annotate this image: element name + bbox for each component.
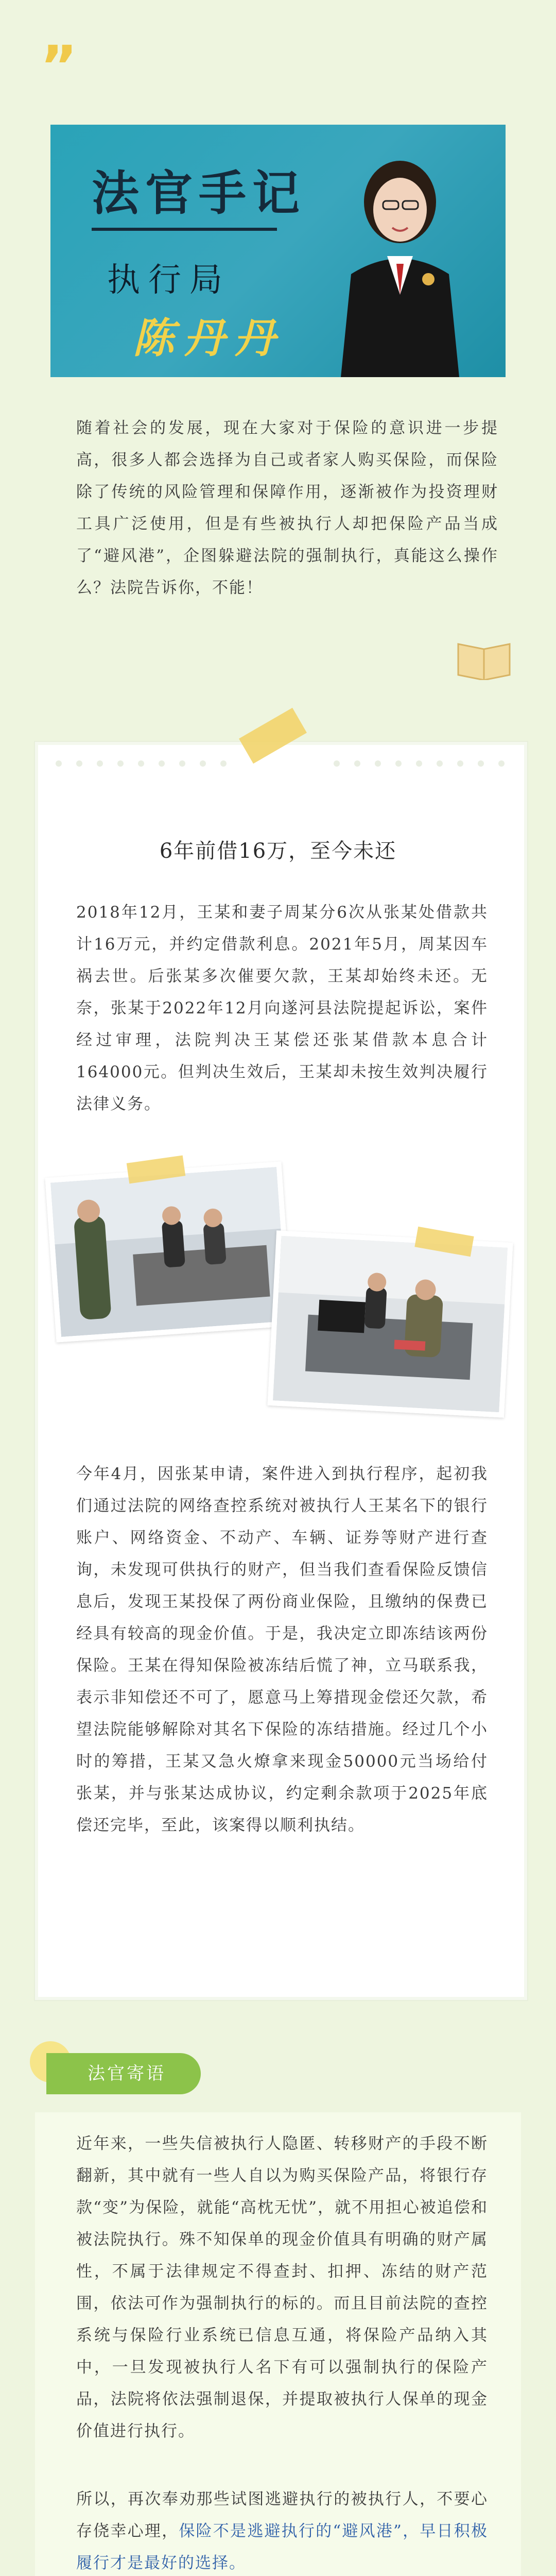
book-icon xyxy=(453,634,515,680)
quote-mark-icon: ” xyxy=(40,33,78,99)
header-banner xyxy=(50,125,506,377)
banner-title: 法官手记 xyxy=(92,166,306,221)
cash-handover-image xyxy=(273,1236,508,1413)
banner-dept: 执行局 xyxy=(107,261,231,299)
case-paragraph-2: 今年4月，因张某申请，案件进入到执行程序，起初我们通过法院的网络查控系统对被执行人王某名下的银行账户、网络资金、不动产、车辆、证券等财产进行查询，未发现可供执行的财产，但当我们查看保险反馈信息后，发现王某投保了两份商业保险，且缴纳的保费已经具有较高的现金价值。于是，我决定立即冻结该两份保险。王某在得知保险被冻结后慌了神，立马联系我，表示非知偿还不可了，愿意马上筹措现金偿还欠款，希望法院能够解除对其名下保险的冻结措施。经过几个小时的筹措，王某又急火燎拿来现金50000元当场给付张某，并与张某达成协议，约定剩余款项于2025年底偿还完毕，至此，该案得以顺利执结。 xyxy=(76,1465,488,1835)
intro-paragraph: 随着社会的发展，现在大家对于保险的意识进一步提高，很多人都会选择为自己或者家人购买保险，而保险除了传统的风险管理和保障作用，逐渐被作为投资理财工具广泛使用，但是有些被执行人却把保险产品当成了“避风港”，企图躲避法院的强制执行，真能这么操作么？法院告诉你，不能！ xyxy=(76,419,498,597)
judge-note-paragraph-2-text: 所以，再次奉劝那些试图逃避执行的被执行人，不要心存侥幸心理， xyxy=(76,2490,488,2540)
dot-pattern-decoration xyxy=(48,753,512,774)
judge-note-paragraph-1: 近年来，一些失信被执行人隐匿、转移财产的手段不断翻新，其中就有一些人自以为购买保险产品，将银行存款“变”为保险，就能“高枕无忧”，就不用担心被追偿和被法院执行。殊不知保单的现金价值具有明确的财产属性，不属于法律规定不得查封、扣押、冻结的财产范围，依法可作为强制执行的标的。而且目前法院的查控系统与保险行业系统已信息互通，将保险产品纳入其中，一旦发现被执行人名下有可以强制执行的保险产品，法院将依法强制退保，并提取被执行人保单的现金价值进行执行。 xyxy=(76,2134,488,2441)
office-scene-image xyxy=(50,1167,287,1337)
case-title: 6年前借16万，至今未还 xyxy=(159,839,397,863)
photo-office-1 xyxy=(45,1161,292,1342)
judge-note-paragraph-2 xyxy=(76,2483,488,2576)
judge-note-tag: 法官寄语 xyxy=(46,2053,201,2094)
photo-collage xyxy=(45,1159,509,1427)
case-paragraph-1: 2018年12月，王某和妻子周某分6次从张某处借款共计16万元，并约定借款利息。2021年5月，周某因车祸去世。后张某多次催要欠款，王某却始终未还。无奈，张某于2022年12月向遂河县法院提起诉讼，案件经过审理，法院判决王某偿还张某借款本息合计164000元。但判决生效后，王某却未按生效判决履行法律义务。 xyxy=(76,903,488,1113)
photo-office-2 xyxy=(267,1230,513,1418)
judge-portrait-image xyxy=(325,140,475,377)
banner-underline xyxy=(92,228,277,231)
judge-note-highlight: 保险不是逃避执行的“避风港”，早日积极履行才是最好的选择。 xyxy=(76,2522,488,2572)
banner-judge-name: 陈丹丹 xyxy=(133,314,284,362)
